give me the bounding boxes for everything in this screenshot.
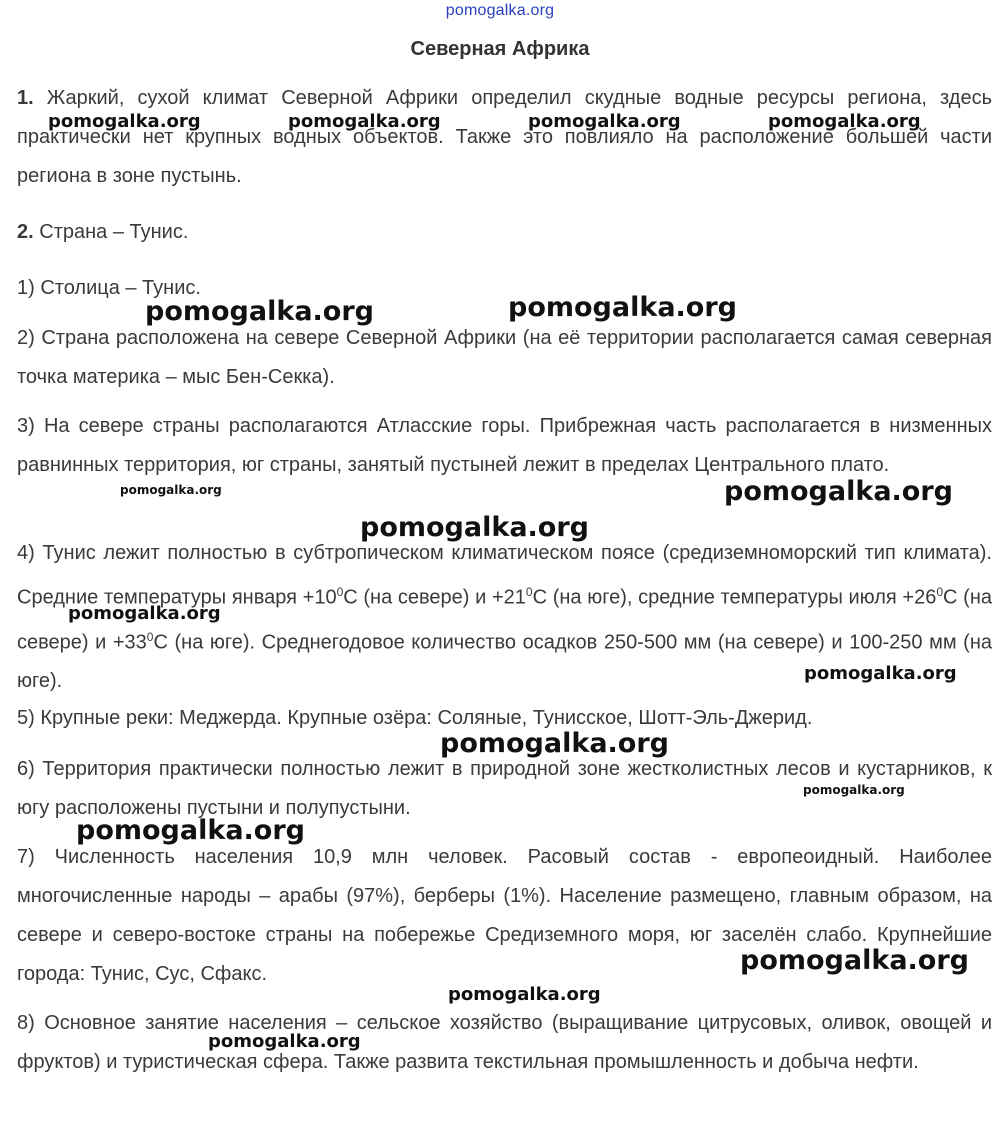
watermark: pomogalka.org (528, 111, 681, 132)
item-economy: 8) Основное занятие населения – сельское хозяйство (выращивание цитрусовых, оливок, овощей и фруктов) и туристическая сфера. Также развита текстильная промышленность и добыча нефти. (17, 1012, 992, 1073)
item-waters: 5) Крупные реки: Меджерда. Крупные озёра: Соляные, Тунисское, Шотт-Эль-Джерид. (17, 707, 813, 729)
watermark: pomogalka.org (768, 111, 921, 132)
degree-mark: 0 (525, 585, 533, 599)
item-capital: 1) Столица – Тунис. (17, 277, 201, 299)
degree-mark: 0 (146, 629, 154, 644)
climate-text-a: 4) Тунис лежит полностью в субтропическом климатическом поясе (средиземноморский тип климата). Средние температуры января +10 (17, 542, 992, 609)
item-nature-zones: 6) Территория практически полностью лежит в природной зоне жестколистных лесов и кустарников, к югу расположены пустыни и полупустыни. (17, 758, 992, 819)
watermark: pomogalka.org (360, 512, 589, 543)
item-climate (17, 534, 992, 701)
watermark: pomogalka.org (508, 292, 737, 323)
degree-mark: 0 (936, 585, 944, 599)
climate-text-d: С (на севере) и +33 (17, 586, 992, 654)
watermark: pomogalka.org (145, 296, 374, 327)
climate-text-c: С (на юге), средние температуры июля +26 (532, 586, 937, 609)
watermark: pomogalka.org (68, 603, 221, 624)
page-title: Северная Африка (410, 38, 590, 60)
degree-mark: 0 (336, 585, 344, 599)
item-location: 2) Страна расположена на севере Северной Африки (на её территории располагается самая северная точка материка – мыс Бен-Секка). (17, 327, 992, 388)
watermark: pomogalka.org (440, 728, 669, 759)
paragraph-text: Жаркий, сухой климат Северной Африки определил скудные водные ресурсы региона, здесь практически нет крупных водных объектов. Также это повлияло на расположение большей части региона в зоне пустынь. (17, 87, 992, 187)
watermark: pomogalka.org (803, 783, 905, 797)
climate-text-b: С (на севере) и +21 (343, 586, 526, 609)
site-link[interactable]: pomogalka.org (445, 2, 555, 19)
watermark: pomogalka.org (208, 1031, 361, 1052)
paragraph-number: 1. (17, 87, 34, 109)
climate-text-e: С (на юге). Среднегодовое количество осадков 250-500 мм (на севере) и 100-250 мм (на юге). (17, 631, 992, 693)
item-population: 7) Численность населения 10,9 млн человек. Расовый состав - европеоидный. Наиболее многочисленные народы – арабы (97%), берберы (1%). Население размещено, главным образом, на севере и северо-востоке страны на побережье Средиземного моря, юг заселён слабо. Крупнейшие города: Тунис, Сус, Сфакс. (17, 846, 992, 985)
paragraph-2 (17, 213, 992, 252)
paragraph-1 (17, 79, 992, 196)
watermark: pomogalka.org (804, 663, 957, 684)
watermark: pomogalka.org (76, 815, 305, 846)
paragraph-text: Страна – Тунис. (39, 221, 189, 243)
watermark: pomogalka.org (740, 945, 969, 976)
item-relief: 3) На севере страны располагаются Атласские горы. Прибрежная часть располагается в низменных равнинных территория, юг страны, занятый пустыней лежит в пределах Центрального плато. (17, 415, 992, 476)
watermark: pomogalka.org (48, 111, 201, 132)
watermark: pomogalka.org (724, 476, 953, 507)
watermark: pomogalka.org (120, 483, 222, 497)
paragraph-number: 2. (17, 221, 34, 243)
watermark: pomogalka.org (448, 984, 601, 1005)
watermark: pomogalka.org (288, 111, 441, 132)
